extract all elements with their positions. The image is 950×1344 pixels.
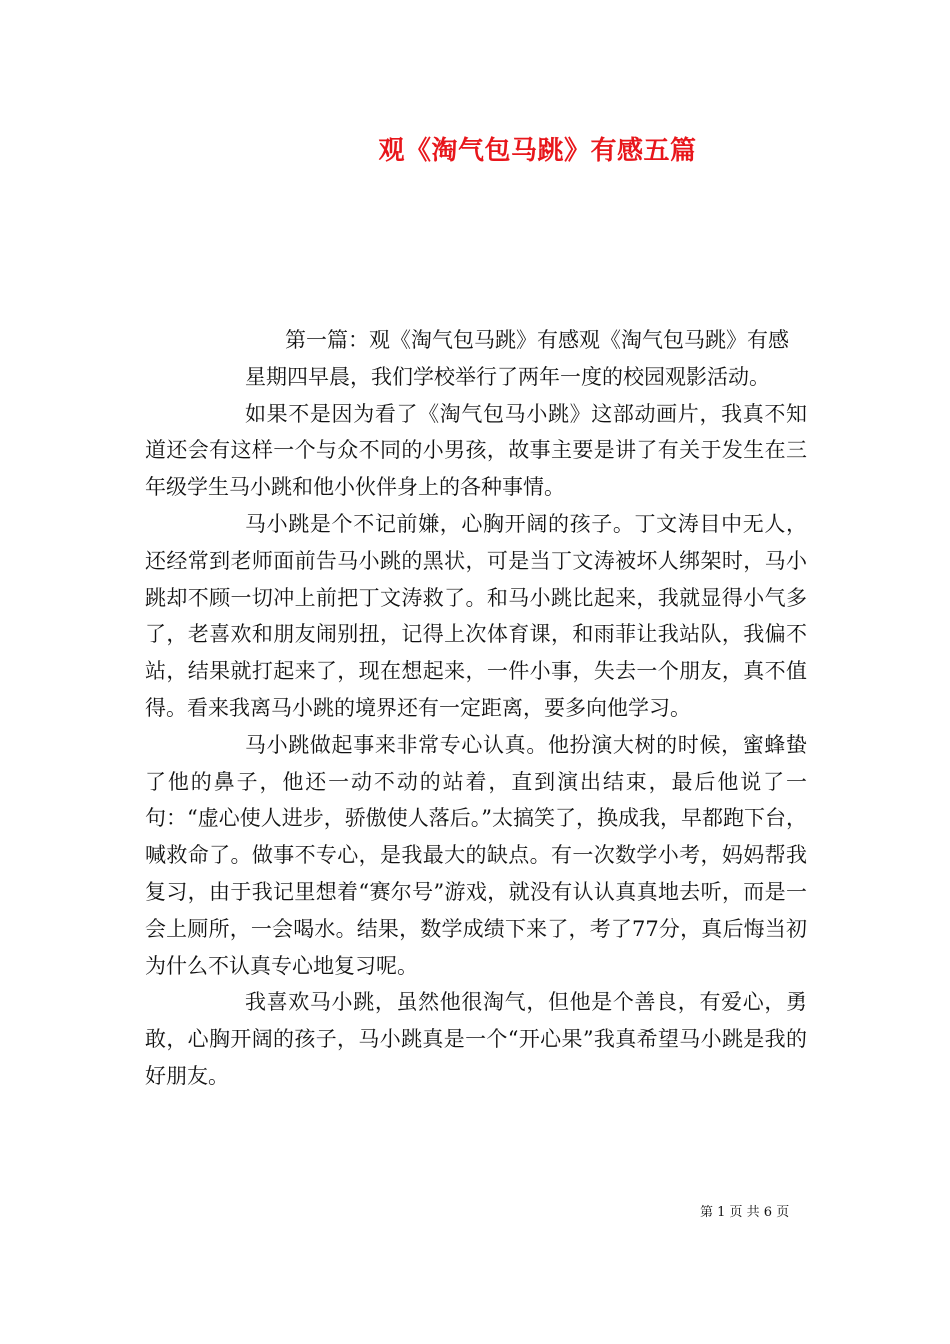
paragraph: 我喜欢马小跳，虽然他很淘气，但他是个善良，有爱心，勇敢，心胸开阔的孩子，马小跳真是一个“开心果”我真希望马小跳是我的好朋友。 [145,990,807,1088]
paragraph: 马小跳做起事来非常专心认真。他扮演大树的时候，蜜蜂蛰了他的鼻子，他还一动不动的站着，直到演出结束，最后他说了一句：“虚心使人进步，骄傲使人落后。”太搞笑了，换成我，早都跑下台，喊救命了。做事不专心，是我最大的缺点。有一次数学小考，妈妈帮我复习，由于我记里想着“赛尔号”游戏，就没有认认真真地去听，而是一会上厕所，一会喝水。结果，数学成绩下来了，考了77分，真后悔当初为什么不认真专心地复习呢。 [145,732,807,978]
section-heading: 第一篇：观《淘气包马跳》有感观《淘气包马跳》有感 [285,328,789,352]
document-body [145,322,807,1095]
page-number-footer: 第 1 页 共 6 页 [700,1205,790,1220]
document-title: 观《淘气包马跳》有感五篇 [378,136,697,166]
paragraph: 星期四早晨，我们学校举行了两年一度的校园观影活动。 [245,364,770,389]
paragraph: 如果不是因为看了《淘气包马小跳》这部动画片，我真不知道还会有这样一个与众不同的小男孩，故事主要是讲了有关于发生在三年级学生马小跳和他小伙伴身上的各种事情。 [145,401,807,500]
paragraph: 马小跳是个不记前嫌，心胸开阔的孩子。丁文涛目中无人，还经常到老师面前告马小跳的黑状，可是当丁文涛被坏人绑架时，马小跳却不顾一切冲上前把丁文涛救了。和马小跳比起来，我就显得小气多了，老喜欢和朋友闹别扭，记得上次体育课，和雨菲让我站队，我偏不站，结果就打起来了，现在想起来，一件小事，失去一个朋友，真不值得。看来我离马小跳的境界还有一定距离，要多向他学习。 [145,511,807,720]
